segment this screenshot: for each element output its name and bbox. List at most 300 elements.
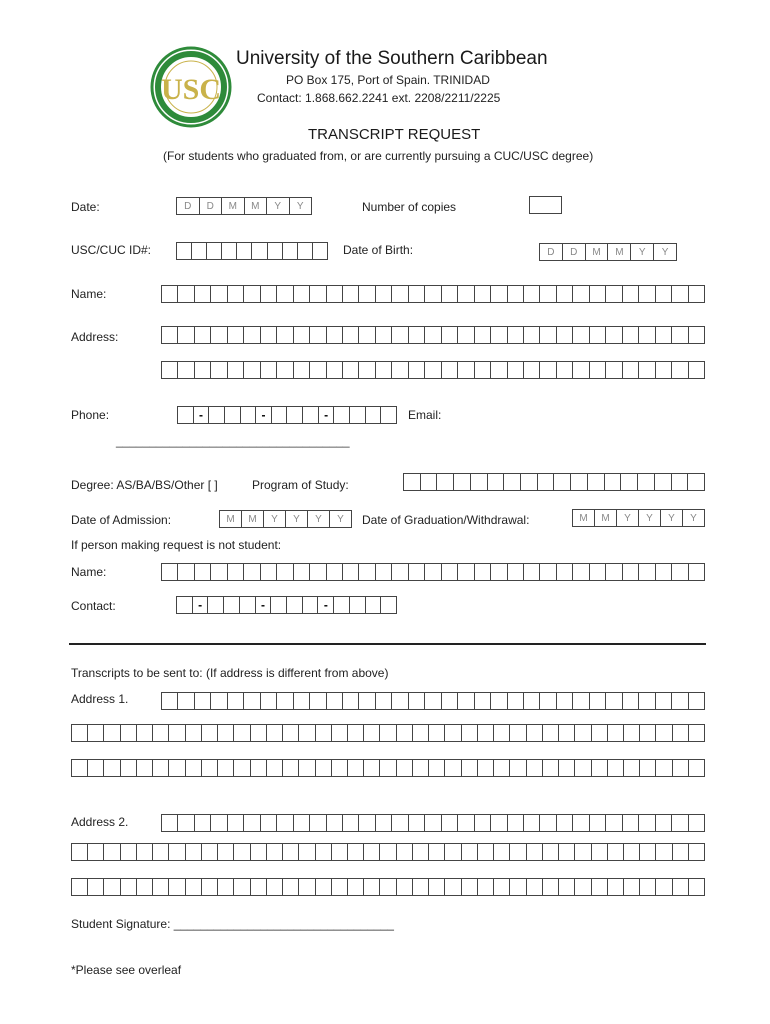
input-cell[interactable] — [477, 724, 494, 742]
input-cell[interactable] — [607, 724, 624, 742]
dob-cell[interactable]: Y — [653, 243, 677, 261]
input-cell[interactable] — [347, 878, 364, 896]
input-cell[interactable] — [375, 692, 392, 710]
contact-cell[interactable] — [207, 596, 224, 614]
input-cell[interactable] — [539, 814, 556, 832]
copies-field[interactable] — [529, 196, 562, 213]
input-cell[interactable] — [672, 724, 689, 742]
input-cell[interactable] — [358, 285, 375, 303]
input-cell[interactable] — [507, 563, 524, 581]
input-cell[interactable] — [605, 326, 622, 344]
phone-cell[interactable] — [380, 406, 397, 424]
input-cell[interactable] — [358, 814, 375, 832]
input-cell[interactable] — [638, 285, 655, 303]
input-cell[interactable] — [688, 724, 705, 742]
input-cell[interactable] — [436, 473, 454, 491]
input-cell[interactable] — [537, 473, 555, 491]
input-cell[interactable] — [591, 843, 608, 861]
input-cell[interactable] — [161, 326, 178, 344]
input-cell[interactable] — [556, 814, 573, 832]
input-cell[interactable] — [539, 563, 556, 581]
input-cell[interactable] — [487, 473, 505, 491]
graduation-cell[interactable]: Y — [682, 509, 705, 527]
input-cell[interactable] — [574, 759, 591, 777]
input-cell[interactable] — [120, 759, 137, 777]
admission-field[interactable] — [219, 510, 352, 527]
phone-cell[interactable] — [240, 406, 257, 424]
input-cell[interactable] — [688, 692, 705, 710]
admission-cell[interactable]: M — [219, 510, 242, 528]
admission-cell[interactable]: Y — [307, 510, 330, 528]
input-cell[interactable] — [574, 843, 591, 861]
id-cell[interactable] — [191, 242, 207, 260]
input-cell[interactable] — [358, 692, 375, 710]
input-cell[interactable] — [260, 285, 277, 303]
input-cell[interactable] — [457, 361, 474, 379]
input-cell[interactable] — [293, 285, 310, 303]
contact-cell[interactable] — [270, 596, 287, 614]
id-cell[interactable] — [312, 242, 328, 260]
input-cell[interactable] — [375, 814, 392, 832]
input-cell[interactable] — [315, 878, 332, 896]
input-cell[interactable] — [461, 724, 478, 742]
input-cell[interactable] — [403, 473, 421, 491]
input-cell[interactable] — [71, 759, 88, 777]
input-cell[interactable] — [671, 285, 688, 303]
input-cell[interactable] — [363, 759, 380, 777]
copies-cell[interactable] — [529, 196, 562, 214]
input-cell[interactable] — [309, 285, 326, 303]
input-cell[interactable] — [71, 878, 88, 896]
input-cell[interactable] — [326, 326, 343, 344]
input-cell[interactable] — [572, 814, 589, 832]
input-cell[interactable] — [217, 724, 234, 742]
address2-line-3-field[interactable] — [71, 878, 705, 896]
input-cell[interactable] — [420, 473, 438, 491]
contact-cell[interactable] — [239, 596, 256, 614]
input-cell[interactable] — [177, 814, 194, 832]
input-cell[interactable] — [391, 326, 408, 344]
input-cell[interactable] — [589, 563, 606, 581]
input-cell[interactable] — [558, 759, 575, 777]
input-cell[interactable] — [391, 814, 408, 832]
dob-cell[interactable]: D — [539, 243, 563, 261]
input-cell[interactable] — [260, 814, 277, 832]
contact-cell[interactable] — [302, 596, 319, 614]
input-cell[interactable] — [639, 843, 656, 861]
input-cell[interactable] — [441, 563, 458, 581]
input-cell[interactable] — [539, 326, 556, 344]
signature-line[interactable]: Student Signature: _________________________________ — [71, 917, 394, 931]
input-cell[interactable] — [201, 759, 218, 777]
input-cell[interactable] — [474, 814, 491, 832]
input-cell[interactable] — [428, 724, 445, 742]
input-cell[interactable] — [638, 326, 655, 344]
contact-cell[interactable] — [223, 596, 240, 614]
input-cell[interactable] — [342, 814, 359, 832]
input-cell[interactable] — [639, 878, 656, 896]
input-cell[interactable] — [412, 878, 429, 896]
input-cell[interactable] — [185, 878, 202, 896]
input-cell[interactable] — [358, 563, 375, 581]
email-line[interactable]: ___________________________________ — [116, 434, 350, 448]
address-line-1-field[interactable] — [161, 326, 705, 344]
input-cell[interactable] — [391, 692, 408, 710]
phone-cell[interactable] — [302, 406, 319, 424]
input-cell[interactable] — [293, 361, 310, 379]
admission-cell[interactable]: Y — [285, 510, 308, 528]
input-cell[interactable] — [526, 759, 543, 777]
input-cell[interactable] — [539, 692, 556, 710]
input-cell[interactable] — [309, 563, 326, 581]
input-cell[interactable] — [655, 724, 672, 742]
input-cell[interactable] — [474, 692, 491, 710]
input-cell[interactable] — [250, 759, 267, 777]
input-cell[interactable] — [227, 361, 244, 379]
input-cell[interactable] — [412, 724, 429, 742]
input-cell[interactable] — [391, 285, 408, 303]
input-cell[interactable] — [408, 285, 425, 303]
input-cell[interactable] — [201, 878, 218, 896]
input-cell[interactable] — [396, 878, 413, 896]
input-cell[interactable] — [623, 724, 640, 742]
input-cell[interactable] — [589, 285, 606, 303]
input-cell[interactable] — [331, 878, 348, 896]
input-cell[interactable] — [655, 563, 672, 581]
input-cell[interactable] — [507, 692, 524, 710]
input-cell[interactable] — [493, 878, 510, 896]
input-cell[interactable] — [168, 843, 185, 861]
address-line-2-field[interactable] — [161, 361, 705, 379]
admission-cell[interactable]: M — [241, 510, 264, 528]
input-cell[interactable] — [453, 473, 471, 491]
input-cell[interactable] — [441, 361, 458, 379]
input-cell[interactable] — [507, 285, 524, 303]
input-cell[interactable] — [461, 759, 478, 777]
input-cell[interactable] — [688, 878, 705, 896]
input-cell[interactable] — [293, 692, 310, 710]
input-cell[interactable] — [309, 814, 326, 832]
input-cell[interactable] — [639, 724, 656, 742]
input-cell[interactable] — [457, 814, 474, 832]
input-cell[interactable] — [71, 843, 88, 861]
graduation-cell[interactable]: Y — [616, 509, 639, 527]
input-cell[interactable] — [282, 759, 299, 777]
input-cell[interactable] — [493, 759, 510, 777]
input-cell[interactable] — [177, 563, 194, 581]
input-cell[interactable] — [194, 692, 211, 710]
date-cell[interactable]: M — [244, 197, 268, 215]
input-cell[interactable] — [260, 563, 277, 581]
input-cell[interactable] — [539, 285, 556, 303]
requester-name-field[interactable] — [161, 563, 705, 581]
input-cell[interactable] — [276, 814, 293, 832]
input-cell[interactable] — [638, 692, 655, 710]
input-cell[interactable] — [250, 843, 267, 861]
input-cell[interactable] — [526, 724, 543, 742]
input-cell[interactable] — [520, 473, 538, 491]
input-cell[interactable] — [507, 326, 524, 344]
input-cell[interactable] — [441, 326, 458, 344]
input-cell[interactable] — [655, 285, 672, 303]
input-cell[interactable] — [558, 724, 575, 742]
input-cell[interactable] — [243, 692, 260, 710]
input-cell[interactable] — [490, 563, 507, 581]
input-cell[interactable] — [293, 814, 310, 832]
id-field[interactable] — [176, 242, 328, 260]
input-cell[interactable] — [542, 724, 559, 742]
input-cell[interactable] — [587, 473, 605, 491]
input-cell[interactable] — [391, 563, 408, 581]
input-cell[interactable] — [688, 843, 705, 861]
input-cell[interactable] — [331, 759, 348, 777]
input-cell[interactable] — [266, 878, 283, 896]
input-cell[interactable] — [523, 563, 540, 581]
input-cell[interactable] — [375, 285, 392, 303]
input-cell[interactable] — [396, 759, 413, 777]
input-cell[interactable] — [379, 759, 396, 777]
input-cell[interactable] — [103, 843, 120, 861]
input-cell[interactable] — [282, 843, 299, 861]
input-cell[interactable] — [607, 843, 624, 861]
input-cell[interactable] — [556, 563, 573, 581]
input-cell[interactable] — [298, 759, 315, 777]
input-cell[interactable] — [509, 759, 526, 777]
input-cell[interactable] — [570, 473, 588, 491]
graduation-cell[interactable]: Y — [660, 509, 683, 527]
input-cell[interactable] — [623, 878, 640, 896]
input-cell[interactable] — [276, 563, 293, 581]
input-cell[interactable] — [260, 326, 277, 344]
input-cell[interactable] — [672, 878, 689, 896]
input-cell[interactable] — [168, 759, 185, 777]
input-cell[interactable] — [194, 814, 211, 832]
input-cell[interactable] — [605, 563, 622, 581]
input-cell[interactable] — [227, 814, 244, 832]
input-cell[interactable] — [509, 878, 526, 896]
input-cell[interactable] — [342, 326, 359, 344]
input-cell[interactable] — [136, 843, 153, 861]
id-cell[interactable] — [297, 242, 313, 260]
input-cell[interactable] — [363, 843, 380, 861]
input-cell[interactable] — [152, 724, 169, 742]
input-cell[interactable] — [136, 878, 153, 896]
input-cell[interactable] — [444, 759, 461, 777]
input-cell[interactable] — [687, 473, 705, 491]
input-cell[interactable] — [589, 361, 606, 379]
input-cell[interactable] — [177, 361, 194, 379]
input-cell[interactable] — [572, 285, 589, 303]
input-cell[interactable] — [185, 843, 202, 861]
input-cell[interactable] — [553, 473, 571, 491]
input-cell[interactable] — [474, 285, 491, 303]
input-cell[interactable] — [326, 692, 343, 710]
input-cell[interactable] — [177, 285, 194, 303]
input-cell[interactable] — [572, 361, 589, 379]
input-cell[interactable] — [87, 878, 104, 896]
input-cell[interactable] — [266, 724, 283, 742]
admission-cell[interactable]: Y — [329, 510, 352, 528]
input-cell[interactable] — [177, 692, 194, 710]
input-cell[interactable] — [507, 361, 524, 379]
input-cell[interactable] — [441, 692, 458, 710]
input-cell[interactable] — [358, 326, 375, 344]
input-cell[interactable] — [408, 326, 425, 344]
date-cell[interactable]: M — [221, 197, 245, 215]
input-cell[interactable] — [671, 326, 688, 344]
input-cell[interactable] — [493, 843, 510, 861]
input-cell[interactable] — [424, 814, 441, 832]
input-cell[interactable] — [572, 326, 589, 344]
input-cell[interactable] — [391, 361, 408, 379]
input-cell[interactable] — [574, 878, 591, 896]
input-cell[interactable] — [227, 285, 244, 303]
input-cell[interactable] — [441, 814, 458, 832]
input-cell[interactable] — [309, 692, 326, 710]
address1-line-3-field[interactable] — [71, 759, 705, 777]
input-cell[interactable] — [315, 843, 332, 861]
input-cell[interactable] — [408, 361, 425, 379]
input-cell[interactable] — [201, 724, 218, 742]
dob-cell[interactable]: M — [585, 243, 609, 261]
input-cell[interactable] — [185, 724, 202, 742]
input-cell[interactable] — [622, 814, 639, 832]
input-cell[interactable] — [161, 563, 178, 581]
input-cell[interactable] — [233, 759, 250, 777]
input-cell[interactable] — [542, 759, 559, 777]
input-cell[interactable] — [276, 285, 293, 303]
input-cell[interactable] — [623, 759, 640, 777]
date-cell[interactable]: Y — [266, 197, 290, 215]
input-cell[interactable] — [591, 724, 608, 742]
input-cell[interactable] — [457, 692, 474, 710]
contact-cell[interactable] — [365, 596, 382, 614]
input-cell[interactable] — [210, 285, 227, 303]
input-cell[interactable] — [477, 759, 494, 777]
address2-line-2-field[interactable] — [71, 843, 705, 861]
input-cell[interactable] — [623, 843, 640, 861]
id-cell[interactable] — [176, 242, 192, 260]
input-cell[interactable] — [622, 285, 639, 303]
input-cell[interactable] — [671, 563, 688, 581]
name-field[interactable] — [161, 285, 705, 303]
degree-label[interactable]: Degree: AS/BA/BS/Other [ ] — [71, 478, 218, 492]
contact-cell[interactable] — [380, 596, 397, 614]
input-cell[interactable] — [379, 843, 396, 861]
input-cell[interactable] — [379, 878, 396, 896]
input-cell[interactable] — [424, 361, 441, 379]
input-cell[interactable] — [227, 326, 244, 344]
input-cell[interactable] — [315, 724, 332, 742]
input-cell[interactable] — [363, 724, 380, 742]
input-cell[interactable] — [556, 285, 573, 303]
input-cell[interactable] — [326, 814, 343, 832]
input-cell[interactable] — [298, 843, 315, 861]
input-cell[interactable] — [120, 843, 137, 861]
input-cell[interactable] — [490, 361, 507, 379]
input-cell[interactable] — [474, 361, 491, 379]
input-cell[interactable] — [605, 285, 622, 303]
input-cell[interactable] — [523, 285, 540, 303]
input-cell[interactable] — [87, 759, 104, 777]
input-cell[interactable] — [428, 843, 445, 861]
input-cell[interactable] — [523, 361, 540, 379]
input-cell[interactable] — [396, 724, 413, 742]
input-cell[interactable] — [217, 843, 234, 861]
input-cell[interactable] — [408, 563, 425, 581]
input-cell[interactable] — [326, 563, 343, 581]
input-cell[interactable] — [457, 326, 474, 344]
input-cell[interactable] — [168, 878, 185, 896]
input-cell[interactable] — [672, 843, 689, 861]
graduation-cell[interactable]: M — [594, 509, 617, 527]
input-cell[interactable] — [589, 326, 606, 344]
input-cell[interactable] — [227, 692, 244, 710]
graduation-field[interactable] — [572, 509, 705, 526]
input-cell[interactable] — [461, 878, 478, 896]
input-cell[interactable] — [412, 843, 429, 861]
input-cell[interactable] — [607, 759, 624, 777]
phone-cell[interactable] — [286, 406, 303, 424]
input-cell[interactable] — [210, 814, 227, 832]
input-cell[interactable] — [589, 814, 606, 832]
input-cell[interactable] — [688, 814, 705, 832]
input-cell[interactable] — [655, 843, 672, 861]
input-cell[interactable] — [477, 878, 494, 896]
input-cell[interactable] — [177, 326, 194, 344]
input-cell[interactable] — [161, 692, 178, 710]
input-cell[interactable] — [326, 285, 343, 303]
input-cell[interactable] — [444, 878, 461, 896]
input-cell[interactable] — [342, 563, 359, 581]
input-cell[interactable] — [639, 759, 656, 777]
phone-cell[interactable] — [349, 406, 366, 424]
input-cell[interactable] — [523, 326, 540, 344]
address1-line-1-field[interactable] — [161, 692, 705, 710]
input-cell[interactable] — [342, 361, 359, 379]
input-cell[interactable] — [688, 563, 705, 581]
input-cell[interactable] — [572, 563, 589, 581]
phone-field[interactable] — [177, 406, 397, 424]
input-cell[interactable] — [260, 692, 277, 710]
input-cell[interactable] — [342, 692, 359, 710]
input-cell[interactable] — [266, 843, 283, 861]
input-cell[interactable] — [408, 692, 425, 710]
input-cell[interactable] — [120, 724, 137, 742]
input-cell[interactable] — [168, 724, 185, 742]
contact-cell[interactable] — [286, 596, 303, 614]
input-cell[interactable] — [444, 724, 461, 742]
input-cell[interactable] — [424, 326, 441, 344]
input-cell[interactable] — [375, 361, 392, 379]
input-cell[interactable] — [620, 473, 638, 491]
input-cell[interactable] — [556, 326, 573, 344]
input-cell[interactable] — [424, 692, 441, 710]
input-cell[interactable] — [655, 814, 672, 832]
address1-line-2-field[interactable] — [71, 724, 705, 742]
input-cell[interactable] — [412, 759, 429, 777]
input-cell[interactable] — [210, 563, 227, 581]
input-cell[interactable] — [152, 878, 169, 896]
input-cell[interactable] — [103, 724, 120, 742]
input-cell[interactable] — [210, 361, 227, 379]
input-cell[interactable] — [103, 759, 120, 777]
dob-cell[interactable]: M — [607, 243, 631, 261]
date-field[interactable] — [176, 197, 312, 214]
input-cell[interactable] — [71, 724, 88, 742]
input-cell[interactable] — [672, 759, 689, 777]
input-cell[interactable] — [250, 724, 267, 742]
